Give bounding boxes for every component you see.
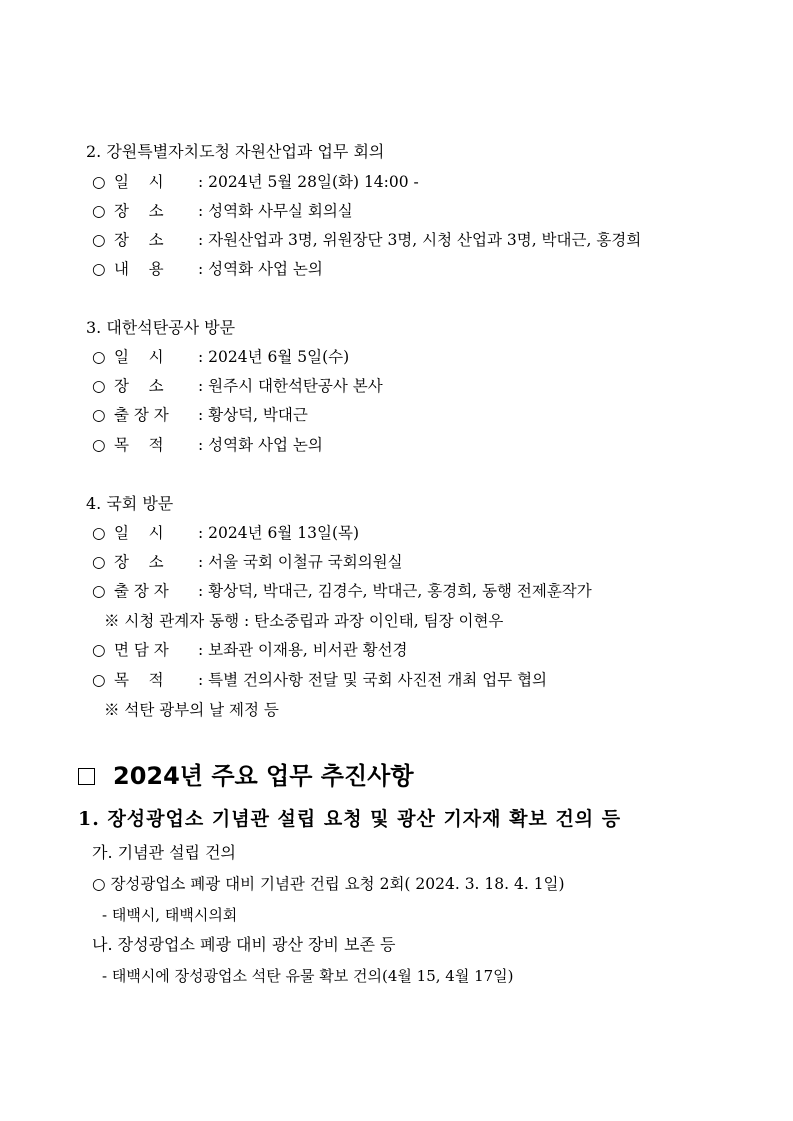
item-value: : 자원산업과 3명, 위원장단 3명, 시청 산업과 3명, 박대근, 홍경희 — [198, 231, 642, 249]
section-4-note-miners-day: ※ 석탄 광부의 날 제정 등 — [104, 701, 279, 719]
item-label: 목 적 — [114, 436, 164, 454]
item-value: : 황상덕, 박대근, 김경수, 박대근, 홍경희, 동행 전제훈작가 — [198, 582, 592, 600]
item-label: 일 시 — [114, 173, 164, 191]
item-label: 장 소 — [114, 231, 164, 249]
circle-bullet-icon: ○ — [92, 524, 106, 542]
section-2-item-date — [92, 172, 419, 192]
item-value: : 서울 국회 이철규 국회의원실 — [198, 553, 403, 571]
major-tasks-heading — [78, 760, 414, 792]
item-label: 장 소 — [114, 553, 164, 571]
item-value: : 보좌관 이재용, 비서관 황선경 — [198, 641, 408, 659]
section-3-item-travelers — [92, 405, 308, 425]
section-3-item-purpose — [92, 435, 323, 455]
circle-bullet-icon: ○ — [92, 231, 106, 249]
section-2-item-attendees — [92, 230, 641, 250]
sub-a-title: 가. 기념관 설립 건의 — [92, 843, 236, 862]
circle-bullet-icon: ○ — [92, 348, 106, 366]
section-4-item-interviewees — [92, 640, 408, 660]
item-label: 장 소 — [114, 377, 164, 395]
item-label: 장 소 — [114, 202, 164, 220]
item-label: 출 장 자 — [114, 406, 169, 424]
item-label: 내 용 — [114, 260, 164, 278]
circle-bullet-icon: ○ — [92, 553, 106, 571]
sub-b-title: 나. 장성광업소 폐광 대비 광산 장비 보존 등 — [92, 935, 396, 954]
section-4-item-date — [92, 523, 359, 543]
section-2-title: 2. 강원특별자치도청 자원산업과 업무 회의 — [86, 142, 385, 161]
circle-bullet-icon: ○ — [92, 173, 106, 191]
section-4-item-place — [92, 552, 403, 572]
item-value: : 2024년 6월 5일(수) — [198, 348, 350, 366]
section-4-item-travelers — [92, 581, 592, 601]
circle-bullet-icon: ○ — [92, 260, 106, 278]
section-4-note-officials: ※ 시청 관계자 동행 : 탄소중립과 과장 이인태, 팀장 이현우 — [104, 612, 504, 630]
section-3-title: 3. 대한석탄공사 방문 — [86, 318, 236, 337]
item-label: 목 적 — [114, 671, 164, 689]
item-value: : 성역화 사업 논의 — [198, 260, 323, 278]
section-4-title: 4. 국회 방문 — [86, 494, 174, 513]
item-value: : 2024년 5월 28일(화) 14:00 - — [198, 173, 419, 191]
major-tasks-heading-text: 2024년 주요 업무 추진사항 — [113, 762, 414, 790]
item-value: : 성역화 사업 논의 — [198, 436, 323, 454]
section-3-item-place — [92, 376, 383, 396]
item-label: 면 담 자 — [114, 641, 169, 659]
circle-bullet-icon: ○ — [92, 641, 106, 659]
section-2-item-content — [92, 259, 323, 279]
item-value: : 성역화 사무실 회의실 — [198, 202, 353, 220]
sub-a-dash: - 태백시, 태백시의회 — [102, 906, 238, 924]
item-label: 일 시 — [114, 524, 164, 542]
circle-bullet-icon: ○ — [92, 436, 106, 454]
circle-bullet-icon: ○ — [92, 582, 106, 600]
square-box-icon — [78, 768, 95, 785]
section-3-item-date — [92, 347, 349, 367]
item-label: 출 장 자 — [114, 582, 169, 600]
circle-bullet-icon: ○ — [92, 202, 106, 220]
circle-bullet-icon: ○ — [92, 377, 106, 395]
item-value: : 황상덕, 박대근 — [198, 406, 308, 424]
item-value: : 2024년 6월 13일(목) — [198, 524, 360, 542]
major-item-1-title: 1. 장성광업소 기념관 설립 요청 및 광산 기자재 확보 건의 등 — [78, 808, 622, 830]
item-label: 일 시 — [114, 348, 164, 366]
circle-bullet-icon: ○ — [92, 671, 106, 689]
sub-a-item: ○ 장성광업소 폐광 대비 기념관 건립 요청 2회( 2024. 3. 18. 4. 1일) — [92, 875, 565, 893]
section-4-item-purpose — [92, 670, 547, 690]
section-2-item-place — [92, 201, 353, 221]
sub-b-dash: - 태백시에 장성광업소 석탄 유물 확보 건의(4월 15, 4월 17일) — [102, 967, 514, 985]
item-value: : 원주시 대한석탄공사 본사 — [198, 377, 383, 395]
item-value: : 특별 건의사항 전달 및 국회 사진전 개최 업무 협의 — [198, 671, 548, 689]
circle-bullet-icon: ○ — [92, 406, 106, 424]
